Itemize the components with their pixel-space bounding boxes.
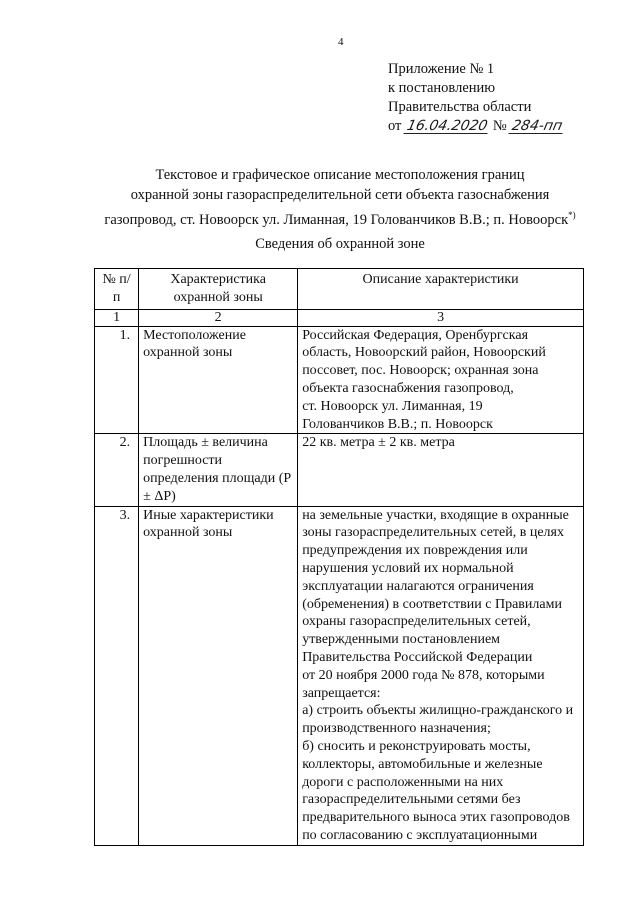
column-number-3: 3 bbox=[298, 309, 584, 326]
appendix-decree-line: к постановлению bbox=[388, 80, 496, 96]
row-characteristic: Иные характеристики охранной зоны bbox=[139, 506, 298, 845]
description-line: охраны газораспределительных сетей, bbox=[302, 614, 531, 630]
title-line-3-text: газопровод, ст. Новоорск ул. Лиманная, 19 Голованчиков В.В.; п. Новоорск bbox=[104, 211, 569, 228]
document-title bbox=[60, 165, 620, 230]
table-row bbox=[95, 506, 584, 845]
row-number: 2. bbox=[95, 434, 139, 506]
description-line: дороги с расположенными на них bbox=[302, 774, 504, 790]
column-number-row bbox=[95, 309, 584, 326]
description-line: (обременения) в соответствии с Правилами bbox=[302, 596, 562, 612]
description-line: Правительства Российской Федерации bbox=[302, 649, 533, 665]
row-characteristic: Площадь ± величина погрешности определения площади (P ± ΔP) bbox=[139, 434, 298, 506]
header-characteristic: Характеристика охранной зоны bbox=[139, 269, 298, 310]
zone-info-table bbox=[94, 268, 584, 846]
row-description bbox=[298, 326, 584, 434]
table-row bbox=[95, 434, 584, 506]
handwritten-number: 284-пп bbox=[510, 118, 565, 134]
description-line: эксплуатации налагаются ограничения bbox=[302, 578, 534, 594]
description-line: от 20 ноября 2000 года № 878, которыми bbox=[302, 667, 545, 683]
description-line: нарушения условий их нормальной bbox=[302, 560, 514, 576]
description-line: Голованчиков В.В.; п. Новоорск bbox=[302, 416, 493, 432]
description-line: предварительного выноса этих газопроводов bbox=[302, 810, 570, 826]
description-line: ст. Новоорск ул. Лиманная, 19 bbox=[302, 398, 483, 414]
footnote-mark: *) bbox=[568, 210, 576, 220]
description-line: газораспределительными сетями без bbox=[302, 792, 521, 808]
description-line: поссовет, пос. Новоорск; охранная зона bbox=[302, 363, 539, 379]
row-characteristic: Местоположение охранной зоны bbox=[139, 326, 298, 434]
description-line: зоны газораспределительных сетей, в целях bbox=[302, 525, 564, 541]
table-header-row bbox=[95, 269, 584, 310]
description-line: на земельные участки, входящие в охранные bbox=[302, 507, 569, 523]
description-line: объекта газоснабжения газопровод, bbox=[302, 380, 514, 396]
appendix-block bbox=[388, 60, 564, 136]
description-line: а) строить объекты жилищно-гражданского и bbox=[302, 703, 574, 719]
header-number: № п/п bbox=[95, 269, 139, 310]
appendix-authority-line: Правительства области bbox=[388, 99, 532, 115]
handwritten-date: 16.04.2020 bbox=[405, 118, 490, 134]
appendix-date-line bbox=[388, 117, 564, 136]
page-number: 4 bbox=[338, 36, 344, 48]
row-number: 1. bbox=[95, 326, 139, 434]
section-subtitle: Сведения об охранной зоне bbox=[255, 236, 425, 252]
row-description bbox=[298, 434, 584, 506]
title-line-3 bbox=[60, 205, 620, 230]
column-number-1: 1 bbox=[95, 309, 139, 326]
row-number: 3. bbox=[95, 506, 139, 845]
description-line: б) сносить и реконструировать мосты, bbox=[302, 738, 531, 754]
appendix-title: Приложение № 1 bbox=[388, 61, 495, 77]
description-line: 22 кв. метра ± 2 кв. метра bbox=[302, 435, 455, 451]
table-row bbox=[95, 326, 584, 434]
description-line: Российская Федерация, Оренбургская bbox=[302, 327, 529, 343]
header-description: Описание характеристики bbox=[298, 269, 584, 310]
description-line: утвержденными постановлением bbox=[302, 632, 501, 648]
description-line: предупреждения их повреждения или bbox=[302, 543, 528, 559]
description-line: по согласованию с эксплуатационными bbox=[302, 827, 538, 843]
description-line: запрещается: bbox=[302, 685, 381, 701]
description-line: коллекторы, автомобильные и железные bbox=[302, 756, 543, 772]
title-line-1: Текстовое и графическое описание местоположения границ bbox=[155, 167, 525, 183]
title-line-2: охранной зоны газораспределительной сети объекта газоснабжения bbox=[130, 187, 550, 203]
description-line: область, Новоорский район, Новоорский bbox=[302, 345, 546, 361]
number-prefix: № bbox=[492, 118, 507, 134]
row-description bbox=[298, 506, 584, 845]
description-line: производственного назначения; bbox=[302, 721, 491, 737]
date-prefix: от bbox=[388, 118, 402, 134]
column-number-2: 2 bbox=[139, 309, 298, 326]
